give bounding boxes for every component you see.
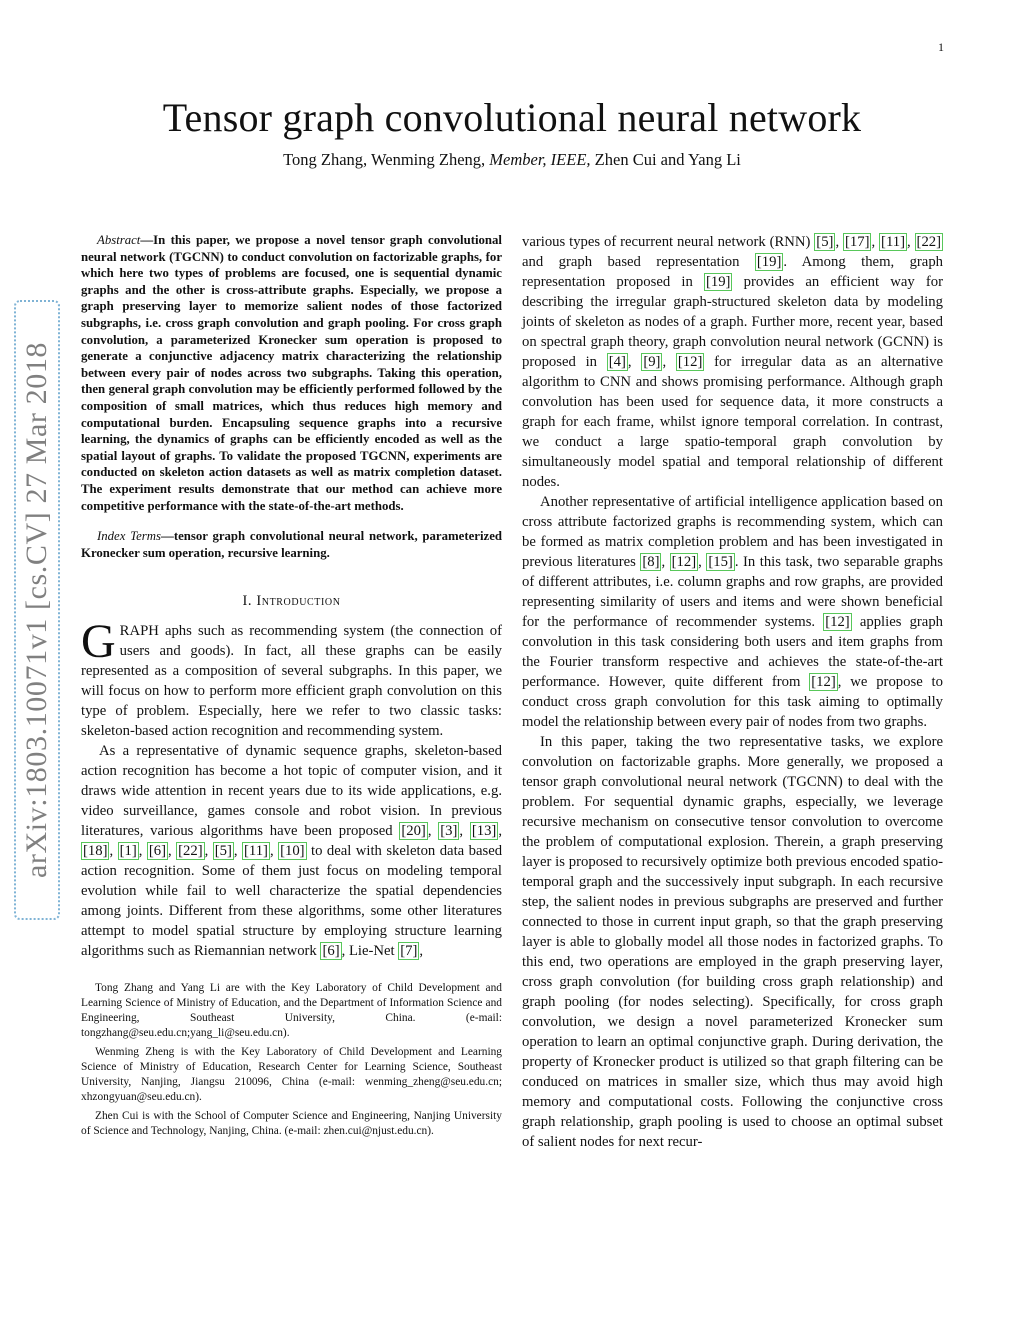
author-names-2: Zhen Cui and Yang Li — [590, 150, 741, 169]
intro-p2-text-c: , Lie-Net — [341, 943, 399, 960]
citation-link[interactable]: [11] — [244, 843, 268, 860]
citation-link[interactable]: [12] — [825, 614, 850, 630]
arxiv-stamp[interactable] — [14, 300, 60, 920]
intro-paragraph-2: As a representative of dynamic sequence graphs, skeleton-based action recognition has become a hot topic of computer vision, and it draws wide attention in recent years due to its wide applications, e.g. video surveillance, games console and robot vision. In previous literatures, various algorithms have been proposed [20] , [3] , [13] , [18] , [1] , [6] , [22] , [5] , [11] , [10] to deal with skeleton data based action recognition. Some of them just focus on modeling temporal evolution while fail to well characterize the spatial dependencies among joints. Different from these algorithms, some other literatures attempt to model spatial structure by employing structure learning algorithms such as Riemannian network [6] , Lie-Net [7] , — [81, 743, 503, 960]
citation-link[interactable]: [6] — [322, 943, 340, 960]
author-line — [0, 150, 1024, 170]
intro-paragraph-1 — [81, 615, 502, 741]
citation-link[interactable]: [5] — [816, 234, 834, 250]
citation-link[interactable]: [19] — [756, 254, 782, 270]
citation-link[interactable]: [18] — [83, 843, 108, 860]
footnote-3: Zhen Cui is with the School of Computer Science and Engineering, Nanjing University of Science and Technology, Nanjing, China. (e-mail: zhen.cui@njust.edu.cn). — [81, 1110, 502, 1138]
citation-link[interactable]: [19] — [705, 274, 731, 290]
left-column — [81, 232, 502, 1143]
citation-link[interactable]: [6] — [148, 843, 167, 860]
citation-link[interactable]: [20] — [401, 823, 426, 840]
abstract — [81, 232, 502, 514]
right-paragraph-3: In this paper, taking the two representative tasks, we explore convolution on factorizable graphs. More generally, we proposed a tensor graph convolutional neural network (TGCNN) to deal with the problem. For sequential dynamic graphs, especially, we leverage recursive mechanism on consecutive tensor convolution to overcome the problem of computational explosion. Therein, a graph preserving layer is proposed to recursively optimize both previous encoded spatio-temporal graph and the successively input subgraph. In each recursive step, the salient nodes in previous subgraphs are preserved and further connected to those in current input graph, so that the graph preserving layer is able to globally model all those nodes in factorized graphs. To this end, two operations are employed in the graph preserving layer, cross graph convolution (for building cross graph relationship) and graph pooling (for nodes selecting). Specifically, for cross graph convolution, we design a novel parameterized Kronecker sum operation to learn an optimal conjunctive graph. During derivation, the property of Kronecker product is utilized so that graph filtering can be conduced on matrices in smaller size, which thus may avoid high memory and computational costs. Following the conjunctive cross graph relationship, graph pooling is used to choose an optimal subset of salient nodes for next recur- — [522, 734, 943, 1150]
footnotes — [81, 981, 502, 1139]
right-p2-text-a: Another representative of artificial intelligence application based on cross attribute factorized graphs is recommending system, which can be formed as matrix completion problem and has been investigated in previous literatures — [522, 494, 943, 570]
citation-link[interactable]: [3] — [440, 823, 458, 840]
arxiv-identifier: arXiv:1803.10071v1 [cs.CV] 27 Mar 2018 — [20, 341, 54, 879]
intro-first-word: RAPH — [119, 623, 159, 640]
author-membership: Member, IEEE, — [489, 150, 591, 169]
section-heading-introduction: I. Introduction — [242, 593, 341, 610]
right-p1-text-a: various types of recurrent neural network (RNN) — [522, 234, 815, 250]
index-terms — [81, 528, 502, 561]
citation-link[interactable]: [5] — [214, 843, 232, 860]
right-column — [522, 232, 943, 1152]
citation-link[interactable]: [17] — [845, 234, 870, 250]
citation-link[interactable]: [22] — [916, 234, 942, 250]
citation-link[interactable]: [10] — [280, 843, 305, 860]
intro-p2-text-d: , — [419, 943, 424, 960]
index-terms-text: —tensor graph convolutional neural network, parameterized Kronecker sum operation, recursive learning. — [81, 529, 502, 560]
author-names-1: Tong Zhang, Wenming Zheng, — [283, 150, 490, 169]
citation-link[interactable]: [8] — [642, 554, 660, 570]
citation-link[interactable]: [9] — [643, 354, 661, 370]
footnote-1: Tong Zhang and Yang Li are with the Key Laboratory of Child Development and Learning Science of Ministry of Education, and the Department of Information Science and Engineering, Southeast University, China. (e-mail: tongzhang@seu.edu.cn;yang_li@seu.edu.cn). — [81, 982, 502, 1040]
right-p1-text-e: for irregular data as an alternative algorithm to CNN and shows promising performance. Although graph convolution has been used for sequence data, it more constructs a graph for each frame, whilst ignore temporal correlation. In contrast, we conduct a large spatio-temporal graph convolution by simultaneously model spatial and temporal relationship of different nodes. — [522, 354, 944, 490]
citation-link[interactable]: [4] — [608, 354, 626, 370]
abstract-label: Abstract — [97, 233, 141, 247]
citation-link[interactable]: [22] — [178, 843, 203, 860]
abstract-text: —In this paper, we propose a novel tensor graph convolutional neural network (TGCNN) to conduct convolution on factorizable graphs, for which here two types of problems are focused, one is sequential dynamic graphs and the other is cross-attribute graphs. Especially, we propose a graph preserving layer to memorize salient nodes of those factorized subgraphs, i.e. cross graph convolution and graph pooling. For cross graph convolution, a parameterized Kronecker sum operation is proposed to generate a conjunctive adjacency matrix characterizing the relationship between every pair of nodes across two subgraphs. Taking this operation, then general graph convolution may be efficiently performed followed by the composition of small matrices, which thus reduces high memory and computational burden. Encapsuling sequence graphs into a recursive learning, the dynamics of graphs can be efficiently encoded as well as the spatial layout of graphs. To validate the proposed TGCNN, experiments are conducted on skeleton action datasets as well as matrix completion dataset. The experiment results demonstrate that our method can achieve more competitive performance with the state-of-the-art methods. — [81, 233, 502, 513]
intro-p2-text-a: As a representative of dynamic sequence graphs, skeleton-based action recognition has become a hot topic of computer vision, and it draws wide attention in recent years due to its wide applications, e.g. video surveillance, games console and robot vision. In previous literatures, various algorithms have been proposed — [81, 743, 502, 840]
citation-link[interactable]: [1] — [119, 843, 137, 860]
right-p2-text-b: . In this task, two separable graphs of different attributes, i.e. column graphs and row graphs, are provided representing similarity of users and items and were shown beneficial for the performance of recommender systems. — [522, 554, 943, 630]
right-p1-text-b: and graph based representation — [522, 254, 755, 270]
right-p2-text-c: applies graph convolution in this task considering both users and item graphs from the Fourier transform respective and achieves the state-of-the-art performance. However, quite different from — [522, 614, 944, 690]
citation-link[interactable]: [7] — [400, 943, 418, 960]
intro-p2-text-b: to deal with skeleton data based action recognition. Some of them just focus on modeling temporal evolution while fail to well characterize the spatial dependencies among joints. Different from these algorithms, some other literatures attempt to model spatial structure by employing structure learning algorithms such as Riemannian network — [81, 843, 503, 960]
right-paragraph-2: Another representative of artificial intelligence application based on cross attribute factorized graphs is recommending system, which can be formed as matrix completion problem and has been investigated in previous literatures [8] , [12] , [15] . In this task, two separable graphs of different attributes, i.e. column graphs and row graphs, are provided representing similarity of users and items and were shown beneficial for the performance of recommender systems. [12] applies graph convolution in this task considering both users and item graphs from the Fourier transform respective and achieves the state-of-the-art performance. However, quite different from [12] , we propose to conduct cross graph convolution for this task aiming to optimally model the relationship between every pair of nodes from two graphs. — [522, 494, 944, 730]
citation-link[interactable]: [12] — [671, 554, 697, 570]
footnote-2: Wenming Zheng is with the Key Laboratory of Child Development and Learning Science of Ministry of Education, Research Center for Learning Science, Southeast University, Nanjing, Jiangsu 210096, China (e-mail: wenming_zheng@seu.edu.cn; xhzongyuan@seu.edu.cn). — [81, 1046, 502, 1104]
drop-cap: G — [81, 615, 116, 669]
citation-link[interactable]: [12] — [677, 354, 703, 370]
citation-link[interactable]: [12] — [811, 674, 836, 690]
citation-link[interactable]: [11] — [881, 234, 905, 250]
citation-link[interactable]: [15] — [708, 554, 733, 570]
paper-title: Tensor graph convolutional neural network — [162, 95, 862, 140]
page-number: 1 — [938, 40, 944, 54]
citation-link[interactable]: [13] — [471, 823, 497, 840]
right-paragraph-1: various types of recurrent neural network (RNN) [5] , [17] , [11] , [22] and graph based representation [19] . Among them, graph representation proposed in [19] provides an efficient way for describing the irregular graph-structured skeleton data by modeling joints of skeleton as nodes of a graph. Further more, recent year, based on spectral graph theory, graph convolution neural network (GCNN) is proposed in [4] , [9] , [12] for irregular data as an alternative algorithm to CNN and shows promising performance. Although graph convolution has been used for sequence data, it more constructs a graph for each frame, whilst ignore temporal correlation. In contrast, we conduct a large spatio-temporal graph convolution by simultaneously model spatial and temporal relationship of different nodes. — [522, 234, 944, 490]
right-p2-text-d: , we propose to conduct cross graph convolution for this task aiming to optimally model the relationship between every pair of nodes from two graphs. — [522, 674, 943, 730]
index-terms-label: Index Terms — [97, 529, 162, 544]
right-p1-text-d: provides an efficient way for describing the irregular graph-structured skeleton data by modeling joints of skeleton as nodes of a graph. Further more, recent year, based on spectral graph theory, graph convolution neural network (GCNN) is proposed in — [522, 274, 943, 370]
intro-p1-text: aphs such as recommending system (the connection of users and goods). In fact, all these graphs can be easily represented as a composition of several subgraphs. In this paper, we will focus on how to perform more efficient graph convolution on this type of problem. Especially, here we refer to two classic tasks: skeleton-based action recognition and recommending system. — [81, 623, 502, 740]
right-p1-text-c: . Among them, graph representation proposed in — [522, 254, 944, 290]
